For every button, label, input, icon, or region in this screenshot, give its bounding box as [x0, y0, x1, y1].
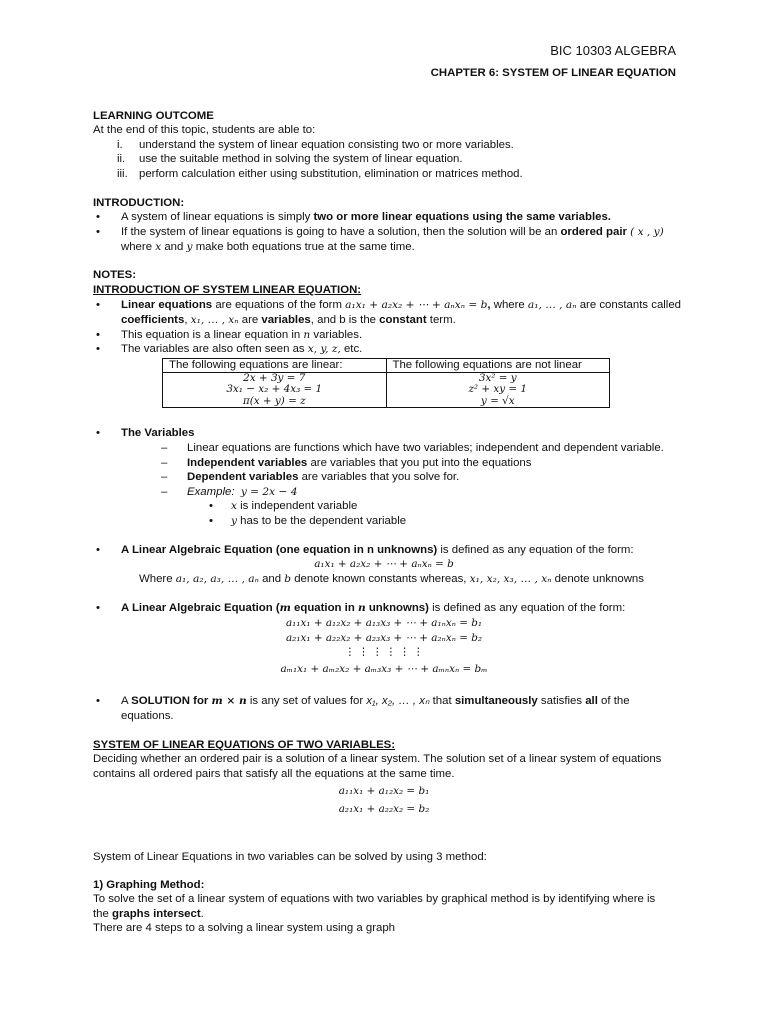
bullet-icon: • [96, 329, 100, 341]
variables-example: Example: y = 2x − 4 [187, 486, 298, 498]
nonlinear-header: The following equations are not linear [386, 359, 610, 373]
graphing-para-2: the graphs intersect. [93, 908, 204, 920]
intro-bullet-2: If the system of linear equations is going to have a solution, then the solution will be an ordered pair ( x , y) [121, 226, 664, 238]
system-row: aₘ₁x₁ + aₘ₂x₂ + aₘ₃x₃ + ⋯ + aₘₙxₙ = bₘ [280, 663, 488, 675]
linear-equation: 3x₁ − x₂ + 4x₃ = 1 [226, 383, 323, 396]
variables-item-2: Independent variables are variables that you put into the equations [187, 457, 532, 469]
dash-icon: – [161, 457, 168, 469]
linear-equation: 2x + 3y = 7 [243, 372, 306, 384]
linear-equation: π(x + y) = z [242, 394, 306, 407]
dash-icon: – [161, 442, 168, 454]
variables-item-3: Dependent variables are variables that you solve for. [187, 471, 460, 483]
chapter-title: CHAPTER 6: SYSTEM OF LINEAR EQUATION [430, 67, 676, 79]
example-sub-2: y has to be the dependent variable [231, 515, 407, 527]
notes-bullet-3: The variables are also often seen as x, y, z, etc. [121, 343, 363, 355]
dash-icon: – [161, 486, 168, 498]
notes-bullet-2: This equation is a linear equation in n variables. [121, 329, 363, 341]
bullet-icon: • [209, 515, 213, 527]
nonlinear-equation: z² + xy = 1 [468, 383, 528, 396]
variables-item-1: Linear equations are functions which have two variables; independent and dependent variable. [187, 442, 664, 454]
solution-def-cont: equations. [121, 710, 174, 722]
methods-intro: System of Linear Equations in two variables can be solved by using 3 method: [93, 851, 487, 863]
linear-header: The following equations are linear: [163, 359, 387, 373]
bullet-icon: • [96, 602, 100, 614]
learning-outcome-heading: LEARNING OUTCOME [93, 110, 214, 122]
intro-bullet-1: A system of linear equations is simply two or more linear equations using the same variables. [121, 211, 611, 223]
bullet-icon: • [96, 544, 100, 556]
nonlinear-equation: 3x² = y [478, 372, 517, 384]
notes-subheading: INTRODUCTION OF SYSTEM LINEAR EQUATION: [93, 284, 362, 296]
introduction-heading: INTRODUCTION: [93, 197, 185, 209]
system-row: a₂₁x₁ + a₂₂x₂ + a₂₃x₃ + ⋯ + a₂ₙxₙ = b₂ [285, 632, 483, 644]
example-sub-1: x is independent variable [231, 500, 358, 512]
bullet-icon: • [96, 427, 100, 439]
two-variables-para-1: Deciding whether an ordered pair is a solution of a linear system. The solution set of a linear system of equations [93, 753, 662, 765]
outcome-item: perform calculation either using substitution, elimination or matrices method. [139, 168, 523, 180]
solution-def: A SOLUTION for m × n is any set of values for x₁, x₂, … , xₙ that simultaneously satisfies all of the [121, 695, 630, 707]
system-row: a₁₁x₁ + a₁₂x₂ + a₁₃x₃ + ⋯ + a₁ₙxₙ = b₁ [285, 617, 483, 629]
outcome-num: iii. [117, 168, 128, 180]
learning-outcome-intro: At the end of this topic, students are able to: [93, 124, 316, 136]
bullet-icon: • [96, 343, 100, 355]
graphing-para-1: To solve the set of a linear system of equations with two variables by graphical method is by identifying where is [93, 893, 656, 905]
algebraic-one-where: Where a₁, a₂, a₃, … , aₙ and b denote known constants whereas, x₁, x₂, x₃, … , xₙ denote unknowns [139, 573, 644, 585]
outcome-num: ii. [117, 153, 126, 165]
bullet-icon: • [96, 299, 100, 311]
notes-bullet-1-cont: coefficients, x₁, … , xₙ are variables, and b is the constant term. [121, 314, 456, 326]
dash-icon: – [161, 471, 168, 483]
bullet-icon: • [96, 695, 100, 707]
bullet-icon: • [96, 226, 100, 238]
intro-bullet-2-cont: where x and y make both equations true at the same time. [121, 241, 415, 253]
linear-comparison-table [162, 358, 610, 408]
algebraic-m-def: A Linear Algebraic Equation (m equation in n unknowns) is defined as any equation of the form: [121, 602, 626, 614]
algebraic-one-def: A Linear Algebraic Equation (one equation in n unknowns) is defined as any equation of the form: [121, 544, 634, 556]
nonlinear-equation: y = √x [480, 394, 515, 407]
two-variables-heading: SYSTEM OF LINEAR EQUATIONS OF TWO VARIABLES: [93, 739, 396, 751]
bullet-icon: • [96, 211, 100, 223]
course-code: BIC 10303 ALGEBRA [550, 43, 676, 58]
algebraic-one-equation: a₁x₁ + a₂x₂ + ⋯ + aₙxₙ = b [314, 558, 454, 570]
graphing-para-3: There are 4 steps to a solving a linear system using a graph [93, 922, 396, 934]
outcome-item: use the suitable method in solving the system of linear equation. [139, 153, 463, 165]
variables-heading: The Variables [121, 427, 195, 439]
notes-heading: NOTES: [93, 269, 137, 281]
notes-bullet-1: Linear equations are equations of the form a₁x₁ + a₂x₂ + ⋯ + aₙxₙ = b, where a₁, … , aₙ are constants called [121, 299, 682, 311]
outcome-item: understand the system of linear equation consisting two or more variables. [139, 139, 514, 151]
bullet-icon: • [209, 500, 213, 512]
graphing-heading: 1) Graphing Method: [93, 879, 205, 891]
system-row-ellipsis: ⋮ ⋮ ⋮ ⋮ ⋮ ⋮ [344, 646, 424, 658]
linear-equations-cell [163, 373, 387, 408]
nonlinear-equations-cell [386, 373, 610, 408]
two-variables-para-2: contains all ordered pairs that satisfy all the equations at the same time. [93, 768, 455, 780]
outcome-num: i. [117, 139, 123, 151]
two-var-equation-2: a₂₁x₁ + a₂₂x₂ = b₂ [338, 803, 430, 815]
two-var-equation-1: a₁₁x₁ + a₁₂x₂ = b₁ [338, 785, 430, 797]
